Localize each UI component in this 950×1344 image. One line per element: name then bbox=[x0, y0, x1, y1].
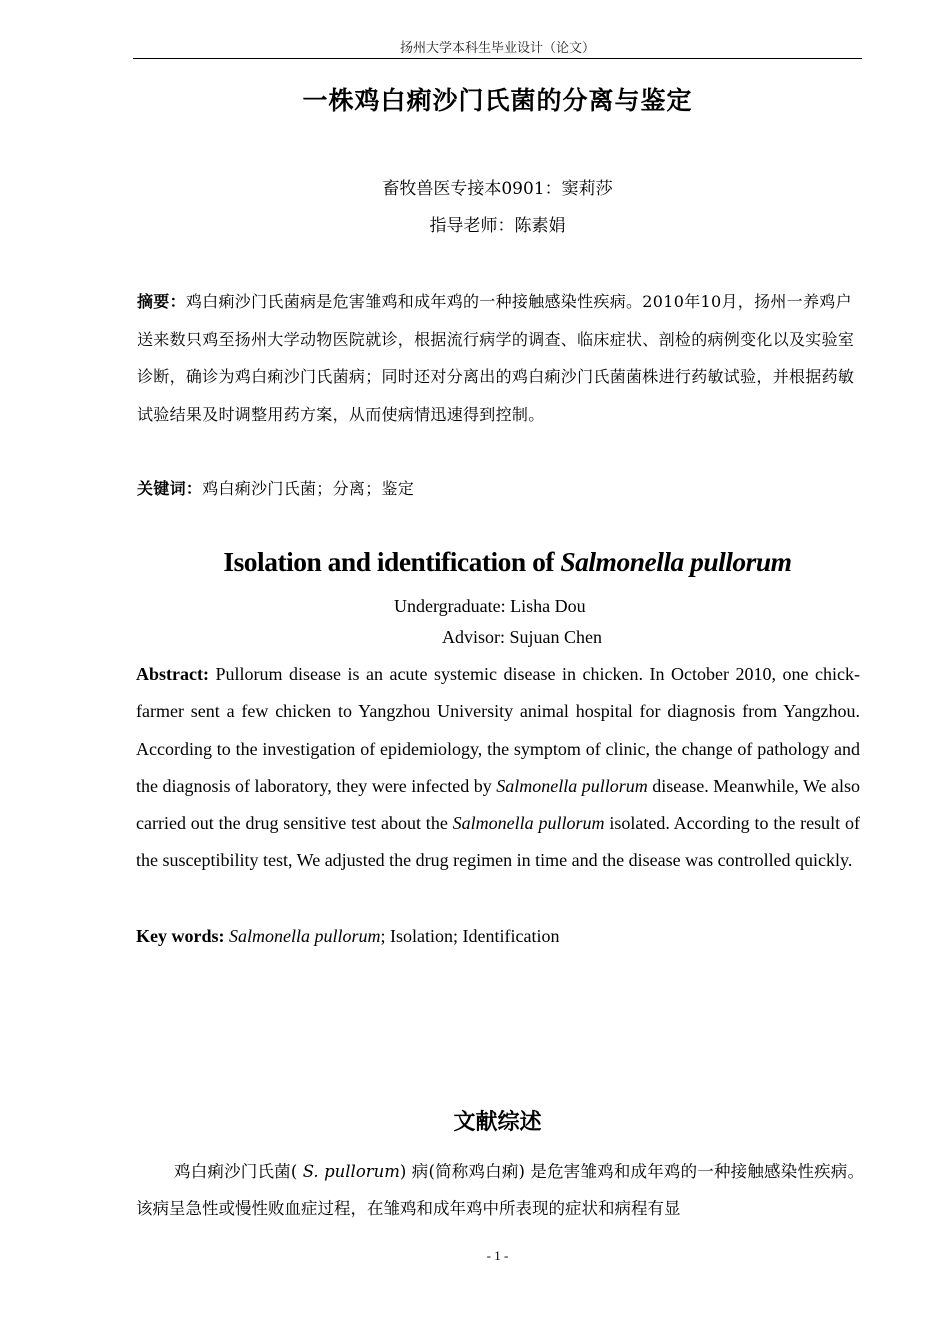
running-header: 扬州大学本科生毕业设计（论文） bbox=[399, 41, 595, 56]
english-keywords-label: Key words: bbox=[136, 926, 225, 946]
english-title-species: Salmonella pullorum bbox=[560, 546, 792, 577]
english-author: Undergraduate: Lisha Dou bbox=[394, 596, 586, 616]
chinese-advisor: 指导老师：陈素娟 bbox=[429, 216, 566, 236]
chinese-abstract-label: 摘要： bbox=[137, 292, 186, 311]
english-advisor: Advisor: Sujuan Chen bbox=[442, 627, 602, 647]
chinese-author: 畜牧兽医专接本0901：窦莉莎 bbox=[382, 179, 613, 199]
chinese-keywords bbox=[137, 470, 863, 508]
english-abstract-species1: Salmonella pullorum bbox=[496, 775, 648, 796]
english-title-plain: Isolation and identification of bbox=[223, 546, 561, 577]
english-abstract-part1: Pullorum disease is an acute systemic disease in chicken. In October 2010, one chick-farmer sent a few chicken to Yangzhou University animal hospital for diagnosis from Yangzhou. According to the investigation of epidemiology, the symptom of clinic, the change of pathology and the diagnosis of laboratory, they were infected by bbox=[136, 664, 860, 796]
english-keywords-rest: ; Isolation; Identification bbox=[380, 926, 560, 946]
english-keywords-species: Salmonella pullorum bbox=[229, 926, 381, 946]
section-heading: 文献综述 bbox=[453, 1110, 542, 1135]
english-keywords bbox=[136, 918, 860, 955]
page-number: - 1 - bbox=[486, 1248, 509, 1263]
english-abstract bbox=[136, 656, 860, 880]
english-abstract-part2: disease. Meanwhile, We also carried out the drug sensitive test about the bbox=[136, 775, 860, 834]
english-abstract-label: Abstract: bbox=[136, 664, 209, 684]
chinese-keywords-text: 鸡白痢沙门氏菌；分离；鉴定 bbox=[202, 479, 415, 498]
body-text-b: ) 病(简称鸡白痢) 是危害雏鸡和成年鸡的一种接触感染性疾病。该病呈急性或慢性败血症过程，在雏鸡和成年鸡中所表现的症状和病程有显 bbox=[136, 1162, 864, 1218]
body-species: S. pullorum bbox=[302, 1162, 400, 1181]
chinese-title: 一株鸡白痢沙门氏菌的分离与鉴定 bbox=[302, 86, 693, 115]
chinese-abstract bbox=[137, 283, 863, 433]
english-abstract-part3: isolated. According to the result of the susceptibility test, We adjusted the drug regimen in time and the disease was controlled quickly. bbox=[136, 813, 860, 871]
body-text-a: 鸡白痢沙门氏菌( bbox=[174, 1162, 303, 1181]
chinese-abstract-text: 鸡白痢沙门氏菌病是危害雏鸡和成年鸡的一种接触感染性疾病。2010年10月，扬州一养鸡户送来数只鸡至扬州大学动物医院就诊，根据流行病学的调查、临床症状、剖检的病例变化以及实验室诊断，确诊为鸡白痢沙门氏菌病；同时还对分离出的鸡白痢沙门氏菌菌株进行药敏试验，并根据药敏试验结果及时调整用药方案，从而使病情迅速得到控制。 bbox=[137, 292, 855, 424]
body-paragraph bbox=[136, 1153, 864, 1227]
chinese-keywords-label: 关键词： bbox=[137, 479, 203, 498]
header-rule bbox=[133, 58, 862, 59]
english-title bbox=[133, 544, 882, 580]
english-abstract-species2: Salmonella pullorum bbox=[452, 813, 605, 834]
